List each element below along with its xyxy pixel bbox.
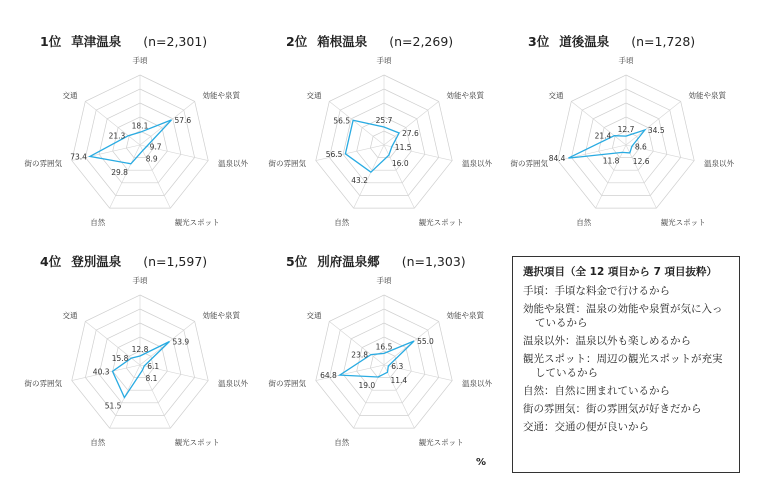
legend-item: 街の雰囲気：街の雰囲気が好きだから xyxy=(523,403,702,415)
axis-label: 街の雰囲気 xyxy=(24,378,62,388)
data-label: 16.0 xyxy=(391,159,409,169)
legend-item: 手頃：手頃な料金で行けるから xyxy=(523,285,670,297)
axis-label: 観光スポット xyxy=(418,218,464,228)
data-label: 18.1 xyxy=(131,121,149,131)
data-label: 8.1 xyxy=(145,374,158,384)
axis-label: 交通 xyxy=(306,91,322,101)
data-label: 34.5 xyxy=(647,125,665,135)
legend-item: 自然：自然に囲まれているから xyxy=(523,385,670,397)
axis-label: 観光スポット xyxy=(174,218,220,228)
radar-chart xyxy=(269,34,493,227)
axis-label: 効能や泉質 xyxy=(202,91,240,101)
legend-box xyxy=(512,256,740,473)
data-label: 16.5 xyxy=(375,342,393,352)
data-label: 51.5 xyxy=(104,401,122,411)
axis-label: 温泉以外 xyxy=(462,378,492,388)
data-label: 15.8 xyxy=(111,354,129,364)
axis-label: 温泉以外 xyxy=(462,158,492,168)
data-label: 27.6 xyxy=(402,129,419,138)
data-label: 57.6 xyxy=(174,115,192,125)
data-label: 8.6 xyxy=(634,142,647,152)
chart-title: 3位 道後温泉 (n=1,728) xyxy=(528,34,696,49)
legend-item: 観光スポット：周辺の観光スポットが充実しているから xyxy=(523,353,723,379)
data-label: 29.8 xyxy=(111,167,128,177)
axis-label: 自然 xyxy=(334,218,350,228)
axis-label: 交通 xyxy=(306,311,322,321)
data-label: 73.4 xyxy=(70,152,87,162)
axis-spoke xyxy=(354,365,384,428)
legend-item: 温泉以外：温泉以外も楽しめるから xyxy=(523,335,691,347)
axis-spoke xyxy=(384,365,414,428)
data-label: 21.3 xyxy=(108,131,126,141)
axis-label: 観光スポット xyxy=(660,218,706,228)
data-label: 53.9 xyxy=(172,337,190,347)
data-label: 11.5 xyxy=(394,142,412,152)
axis-label: 自然 xyxy=(334,438,350,448)
axis-label: 交通 xyxy=(62,91,78,101)
data-label: 11.4 xyxy=(390,376,408,386)
axis-label: 効能や泉質 xyxy=(688,91,726,101)
axis-label: 自然 xyxy=(576,218,592,228)
axis-label: 自然 xyxy=(90,218,106,228)
radar-chart xyxy=(269,254,493,447)
axis-label: 自然 xyxy=(90,438,106,448)
data-label: 8.9 xyxy=(145,154,158,164)
axis-label: 街の雰囲気 xyxy=(268,378,306,388)
axis-label: 観光スポット xyxy=(418,438,464,448)
axis-label: 手頃 xyxy=(376,276,392,285)
data-label: 6.1 xyxy=(147,362,160,371)
legend-item: 効能や泉質：温泉の効能や泉質が気に入っているから xyxy=(523,303,723,329)
axis-label: 観光スポット xyxy=(174,438,220,448)
chart-title: 1位 草津温泉 (n=2,301) xyxy=(40,34,208,49)
data-label: 84.4 xyxy=(548,154,566,164)
data-label: 64.8 xyxy=(320,371,337,381)
axis-label: 手頃 xyxy=(618,56,634,65)
axis-label: 街の雰囲気 xyxy=(24,158,62,168)
data-label: 12.7 xyxy=(617,125,635,135)
axis-label: 街の雰囲気 xyxy=(268,158,306,168)
data-label: 6.3 xyxy=(391,362,404,371)
axis-label: 手頃 xyxy=(132,56,148,65)
axis-label: 効能や泉質 xyxy=(446,311,484,321)
data-label: 40.3 xyxy=(92,367,110,377)
chart-title: 4位 登別温泉 (n=1,597) xyxy=(40,254,208,269)
axis-spoke xyxy=(626,145,656,208)
data-label: 56.5 xyxy=(333,116,351,126)
axis-label: 温泉以外 xyxy=(218,378,248,388)
data-label: 21.4 xyxy=(594,131,612,141)
axis-label: 温泉以外 xyxy=(704,158,734,168)
legend-item: 交通：交通の便が良いから xyxy=(523,421,649,433)
radar-chart xyxy=(511,34,735,227)
data-label: 12.8 xyxy=(131,345,149,354)
axis-label: 街の雰囲気 xyxy=(510,158,548,168)
axis-label: 手頃 xyxy=(376,56,392,65)
data-label: 25.7 xyxy=(375,116,393,125)
legend-title: 選択項目（全 12 項目から 7 項目抜粋） xyxy=(523,266,718,278)
axis-label: 手頃 xyxy=(132,276,148,285)
radar-chart xyxy=(25,254,249,447)
chart-title: 2位 箱根温泉 (n=2,269) xyxy=(286,34,454,49)
axis-label: 温泉以外 xyxy=(218,158,248,168)
data-label: 12.6 xyxy=(632,156,650,166)
axis-label: 効能や泉質 xyxy=(446,91,484,101)
unit-label: % xyxy=(476,457,487,468)
chart-title: 5位 別府温泉郷 (n=1,303) xyxy=(286,254,466,269)
data-label: 19.0 xyxy=(358,381,376,390)
radar-chart xyxy=(25,34,249,227)
data-label: 43.2 xyxy=(351,176,368,186)
axis-label: 効能や泉質 xyxy=(202,311,240,321)
data-label: 23.8 xyxy=(351,350,368,360)
data-label: 56.5 xyxy=(325,149,343,159)
axis-label: 交通 xyxy=(62,311,78,321)
data-label: 55.0 xyxy=(417,337,434,346)
axis-label: 交通 xyxy=(548,91,564,101)
data-label: 9.7 xyxy=(149,142,162,152)
data-label: 11.8 xyxy=(602,156,620,166)
